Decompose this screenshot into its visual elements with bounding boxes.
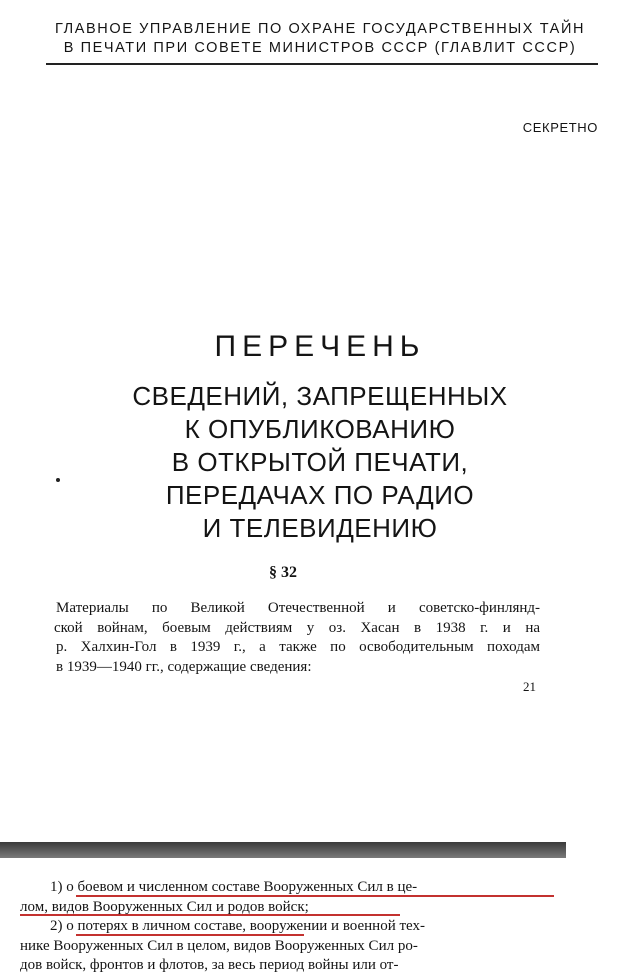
header-line-1: ГЛАВНОЕ УПРАВЛЕНИЕ ПО ОХРАНЕ ГОСУДАРСТВЕННЫХ ТАЙН [54, 21, 586, 37]
item-text: 1) о боевом и численном составе Вооруженных Сил в це- [50, 879, 418, 895]
issuing-authority-header [0, 20, 640, 58]
list-item-line: дов войск, фронтов и флотов, за весь период войны или от- [20, 957, 399, 973]
item-text: 2) о потерях в личном составе, вооружении и военной тех- [50, 918, 425, 934]
ink-underline [76, 895, 554, 897]
header-line-2: В ПЕЧАТИ ПРИ СОВЕТЕ МИНИСТРОВ СССР (ГЛАВЛИТ СССР) [63, 40, 577, 56]
subtitle-line: ПЕРЕДАЧАХ ПО РАДИО [165, 480, 475, 510]
subtitle-line: И ТЕЛЕВИДЕНИЮ [202, 513, 438, 543]
subtitle-line: К ОПУБЛИКОВАНИЮ [184, 414, 456, 444]
stray-dot-mark [56, 478, 60, 482]
items-list [20, 878, 548, 976]
section-number: § 32 [269, 564, 297, 581]
section-paragraph [56, 599, 540, 677]
list-item-line: нике Вооруженных Сил в целом, видов Вооруженных Сил ро- [20, 937, 418, 954]
ink-underline [76, 934, 304, 936]
paragraph-line: в 1939—1940 гг., содержащие сведения: [56, 658, 312, 675]
document-subtitle [0, 380, 640, 545]
list-item-line: лом, видов Вооруженных Сил и родов войск; [20, 898, 309, 915]
page-number: 21 [523, 679, 536, 694]
page-margin [566, 560, 640, 842]
header-rule [46, 63, 598, 65]
classification-mark: СЕКРЕТНО [522, 120, 598, 135]
paragraph-line: ской войнам, боевым действиям у оз. Хасан в 1938 г. и на [54, 619, 540, 636]
subtitle-line: В ОТКРЫТОЙ ПЕЧАТИ, [171, 447, 469, 477]
document-title: ПЕРЕЧЕНЬ [214, 330, 426, 363]
ink-underline [20, 914, 400, 916]
paragraph-line: р. Халхин-Гол в 1939 г., а также по освободительным походам [56, 639, 540, 655]
paragraph-line: Материалы по Великой Отечественной и советско-финлянд- [56, 600, 540, 616]
page-gap-divider [0, 842, 566, 858]
subtitle-line: СВЕДЕНИЙ, ЗАПРЕЩЕННЫХ [132, 381, 508, 411]
